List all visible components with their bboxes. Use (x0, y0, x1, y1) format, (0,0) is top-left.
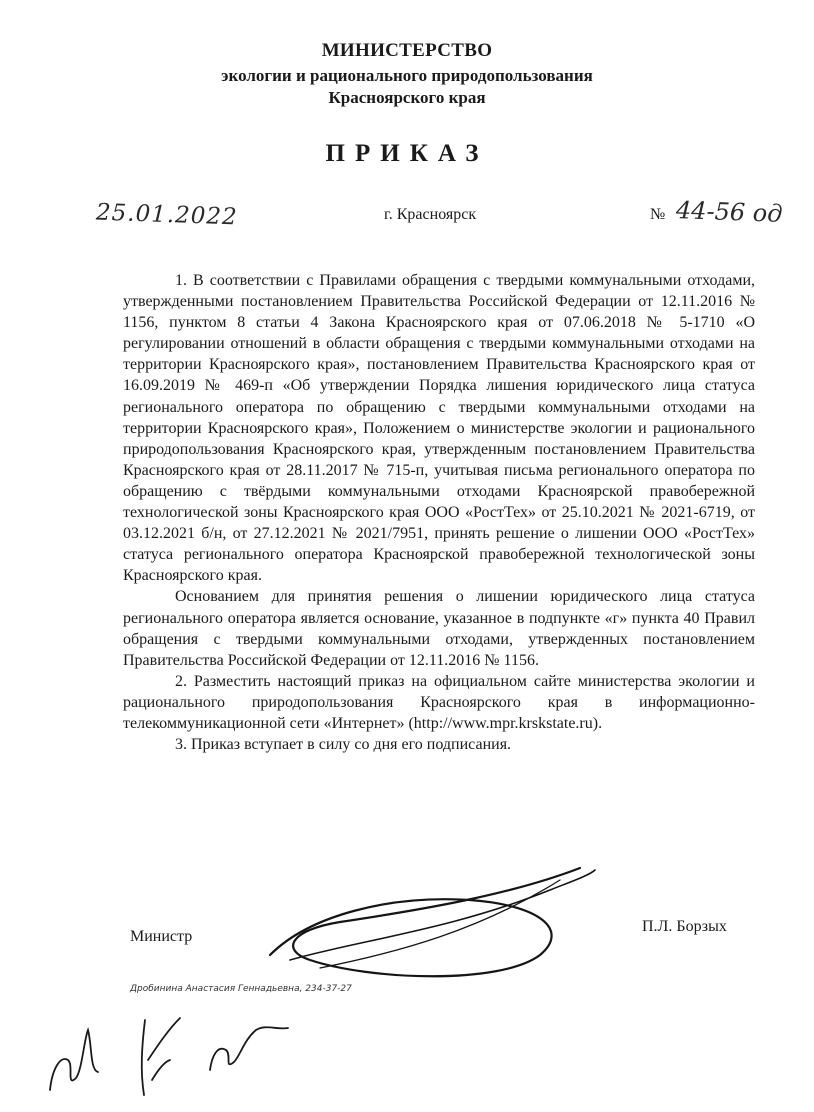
document-date: 25.01.2022 (95, 199, 239, 231)
minister-signature (250, 860, 610, 1000)
order-body (123, 270, 755, 755)
document-type: ПРИКАЗ (325, 140, 489, 167)
ministry-region: Красноярского края (328, 88, 486, 107)
document-city: г. Красноярск (384, 206, 477, 223)
ministry-subtitle: экологии и рационального природопользования (221, 66, 593, 85)
ministry-title: МИНИСТЕРСТВО (321, 40, 493, 61)
paragraph-basis: Основанием для принятия решения о лишении юридического лица статуса регионального оператора является основание, указанное в подпункте «г» пункта 40 Правил обращения с твердыми коммунальными отходами, утвержденных постановлением Правительства Российской Федерации от 12.11.2016 № 1156. (123, 588, 755, 669)
paragraph-3: 3. Приказ вступает в силу со дня его подписания. (175, 736, 512, 754)
signatory-name: П.Л. Борзых (642, 918, 727, 935)
paragraph-2: 2. Разместить настоящий приказ на официальном сайте министерства экологии и рационального природопользования Красноярского края в информационно-телекоммуникационной сети «Интернет» (http://www.mpr.krskstate.ru). (123, 672, 755, 732)
number-label: № (650, 206, 666, 223)
signatory-role: Министр (130, 928, 193, 945)
executor-contact: Дробинина Анастасия Геннадьевна, 234-37-27 (130, 984, 352, 994)
paragraph-1: 1. В соответствии с Правилами обращения с твердыми коммунальными отходами, утвержденными постановлением Правительства Российской Федерации от 12.11.2016 № 1156, пунктом 8 статьи 4 Закона Красноярского края от 07.06.2018 № 5-1710 «О регулировании отношений в области обращения с твердыми коммунальными отходами на территории Красноярского края», постановлением Правительства Красноярского края от 16.09.2019 № 469-п «Об утверждении Порядка лишения юридического лица статуса регионального оператора по обращению с твердыми коммунальными отходами на территории Красноярского края», Положением о министерстве экологии и рационального природопользования Красноярского края, утвержденным постановлением Правительства Красноярского края от 28.11.2017 № 715-п, учитывая письма регионального оператора по обращению с твёрдыми коммунальными отходами Красноярской правобережной технологической зоны Красноярского края ООО «РостТех» от 25.10.2021 № 2021-6719, от 03.12.2021 б/н, от 27.12.2021 № 2021/7951, принять решение о лишении ООО «РостТех» статуса регионального оператора Красноярской правобережной технологической зоны Красноярского края. (123, 272, 755, 585)
approval-initials (40, 1000, 300, 1100)
document-number: 44-56 од (675, 196, 783, 228)
